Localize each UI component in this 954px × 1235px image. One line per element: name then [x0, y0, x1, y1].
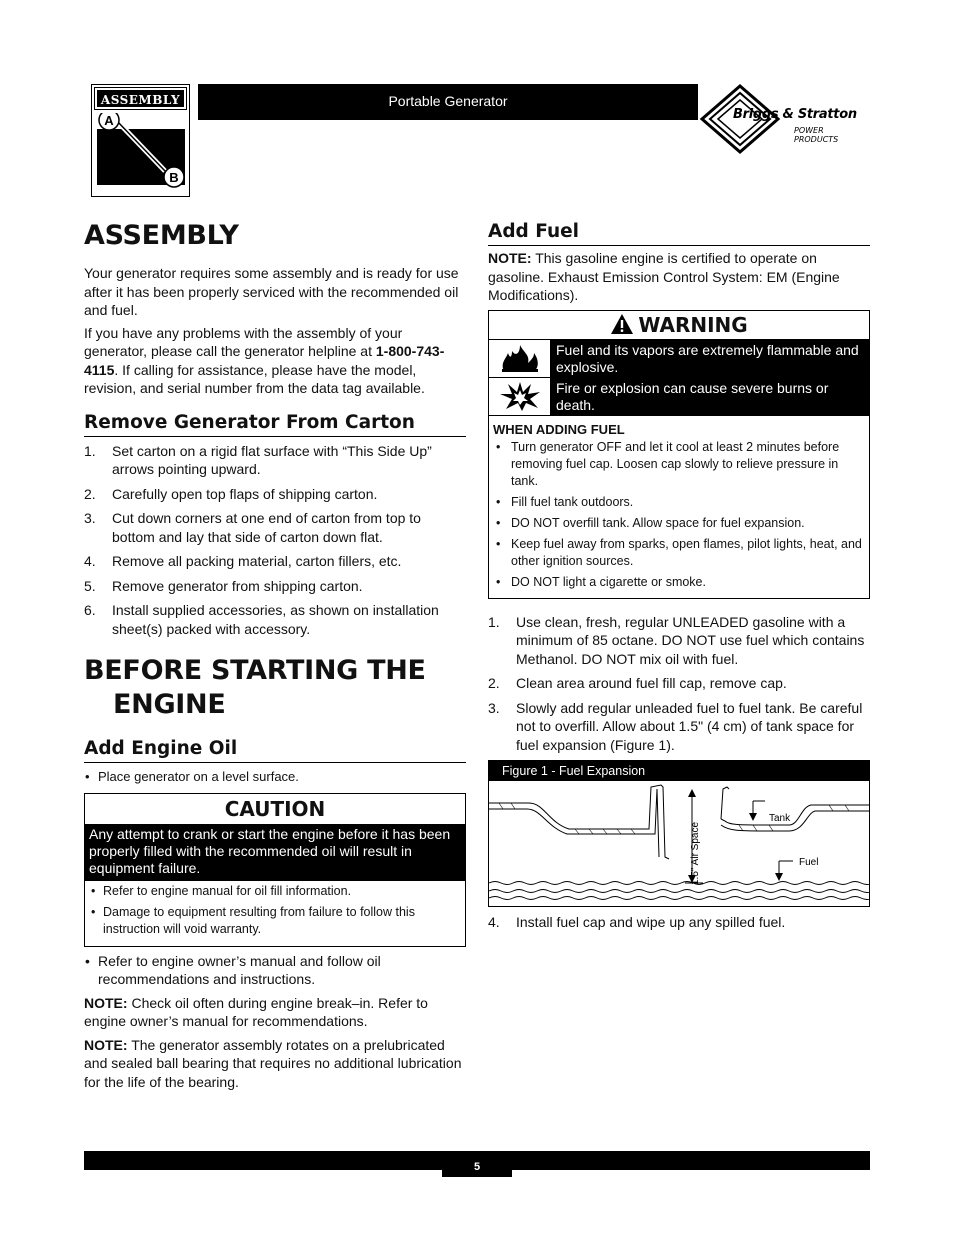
warning-box [488, 310, 870, 599]
oil-note-1: NOTE: Check oil often during engine break–in. Refer to engine owner’s manual for recommendations. [84, 994, 428, 1029]
fuel-tank-diagram [489, 781, 869, 901]
list-item: 1. Set carton on a rigid flat surface with “This Side Up” arrows pointing upward. [84, 442, 432, 477]
warning-row-flammable [489, 340, 869, 378]
caution-title: CAUTION [224, 796, 326, 821]
assembly-arrow-icon [95, 113, 187, 193]
list-item: 2. Clean area around fuel fill cap, remove cap. [488, 675, 787, 691]
oil-bullet-list [84, 768, 466, 787]
list-item: • Keep fuel away from sparks, open flames, pilot lights, heat, and other ignition sources. [493, 536, 865, 570]
list-item: • DO NOT light a cigarette or smoke. [493, 574, 865, 591]
caution-box [84, 793, 466, 947]
warning-list [489, 439, 869, 598]
warning-explosion-text: Fire or explosion can cause severe burns or death. [551, 378, 869, 416]
list-item: 5. Remove generator from shipping carton. [84, 577, 363, 594]
fuel-note: NOTE: This gasoline engine is certified to operate on gasoline. Exhaust Emission Control System: EM (Engine Modifications). [488, 250, 840, 303]
assembly-intro: Your generator requires some assembly and is ready for use after it has been properly serviced with the recommended oil and fuel. [84, 265, 459, 318]
helpline-number: 1-800-743-4115 [84, 343, 445, 378]
list-item: 4. Remove all packing material, carton fillers, etc. [84, 553, 402, 569]
list-item: • Damage to equipment resulting from failure to follow this instruction will void warranty. [89, 904, 461, 938]
caution-message: Any attempt to crank or start the engine before it has been properly filled with the recommended oil will result in equipment failure. [85, 824, 465, 881]
add-fuel-step-4 [488, 913, 870, 932]
list-item: 3. Slowly add regular unleaded fuel to fuel tank. Be careful not to overfill. Allow about 1.5" (4 cm) of tank space for fuel expansion (Figure 1). [488, 699, 863, 753]
add-fuel-steps [488, 613, 870, 755]
brand-subtitle: POWER PRODUCTS [794, 126, 839, 144]
add-engine-oil-heading: Add Engine Oil [84, 738, 466, 763]
caution-list [85, 881, 465, 946]
assembly-title: ASSEMBLY [84, 220, 239, 251]
warning-triangle-icon [610, 313, 634, 335]
list-item: • Turn generator OFF and let it cool at least 2 minutes before removing fuel cap. Loosen cap slowly to relieve pressure in tank. [493, 439, 865, 490]
before-starting-title: BEFORE STARTING THE ENGINE [84, 655, 426, 720]
remove-carton-heading: Remove Generator From Carton [84, 412, 466, 437]
warning-title: WARNING [489, 311, 869, 340]
assembly-badge [91, 84, 190, 197]
page-number: 5 [442, 1155, 512, 1177]
warning-flammable-text: Fuel and its vapors are extremely flammable and explosive. [551, 340, 869, 378]
list-item: 6. Install supplied accessories, as shown on installation sheet(s) packed with accessory. [84, 602, 439, 637]
list-item: • Place generator on a level surface. [84, 768, 466, 787]
right-column [488, 215, 870, 938]
flame-icon [498, 343, 542, 373]
oil-note-2: NOTE: The generator assembly rotates on a prelubricated and sealed ball bearing that requires no additional lubrication for the life of the bearing. [84, 1036, 462, 1090]
assembly-badge-label: ASSEMBLY [95, 88, 186, 109]
remove-carton-steps [84, 442, 466, 639]
when-adding-fuel-heading: WHEN ADDING FUEL [493, 421, 625, 437]
list-item: • Refer to engine owner’s manual and follow oil recommendations and instructions. [84, 952, 466, 989]
tank-label: Tank [769, 813, 791, 824]
left-column [84, 215, 466, 1091]
add-fuel-heading: Add Fuel [488, 221, 870, 246]
list-item: 4. Install fuel cap and wipe up any spilled fuel. [488, 914, 786, 930]
warning-row-explosion [489, 378, 869, 416]
list-item: • Refer to engine manual for oil fill information. [89, 883, 461, 900]
air-space-label: 1.5" Air Space [690, 821, 701, 885]
list-item: • DO NOT overfill tank. Allow space for fuel expansion. [493, 515, 865, 532]
brand-name: Briggs & Stratton [733, 107, 857, 122]
helpline-paragraph: If you have any problems with the assembly of your generator, please call the generator helpline at 1-800-743-4115. If calling for assistance, please have the model, revision, and serial number from the data tag available. [84, 324, 445, 396]
header-title-bar: Portable Generator [198, 84, 698, 120]
owner-manual-bullet-list [84, 952, 466, 989]
brand-logo [698, 84, 870, 154]
list-item: 3. Cut down corners at one end of carton from top to bottom and lay that side of carton down flat. [84, 510, 421, 545]
list-item: 1. Use clean, fresh, regular UNLEADED gasoline with a minimum of 85 octane. DO NOT use fuel which contains Methanol. DO NOT mix oil with fuel. [488, 613, 865, 667]
badge-point-b: B [169, 170, 179, 185]
fuel-expansion-figure [488, 760, 870, 907]
list-item: • Fill fuel tank outdoors. [493, 494, 865, 511]
fuel-label: Fuel [799, 857, 819, 868]
badge-point-a: A [104, 113, 114, 128]
figure-caption: Figure 1 - Fuel Expansion [489, 761, 869, 781]
list-item: 2. Carefully open top flaps of shipping carton. [84, 485, 378, 502]
explosion-icon [498, 380, 542, 412]
